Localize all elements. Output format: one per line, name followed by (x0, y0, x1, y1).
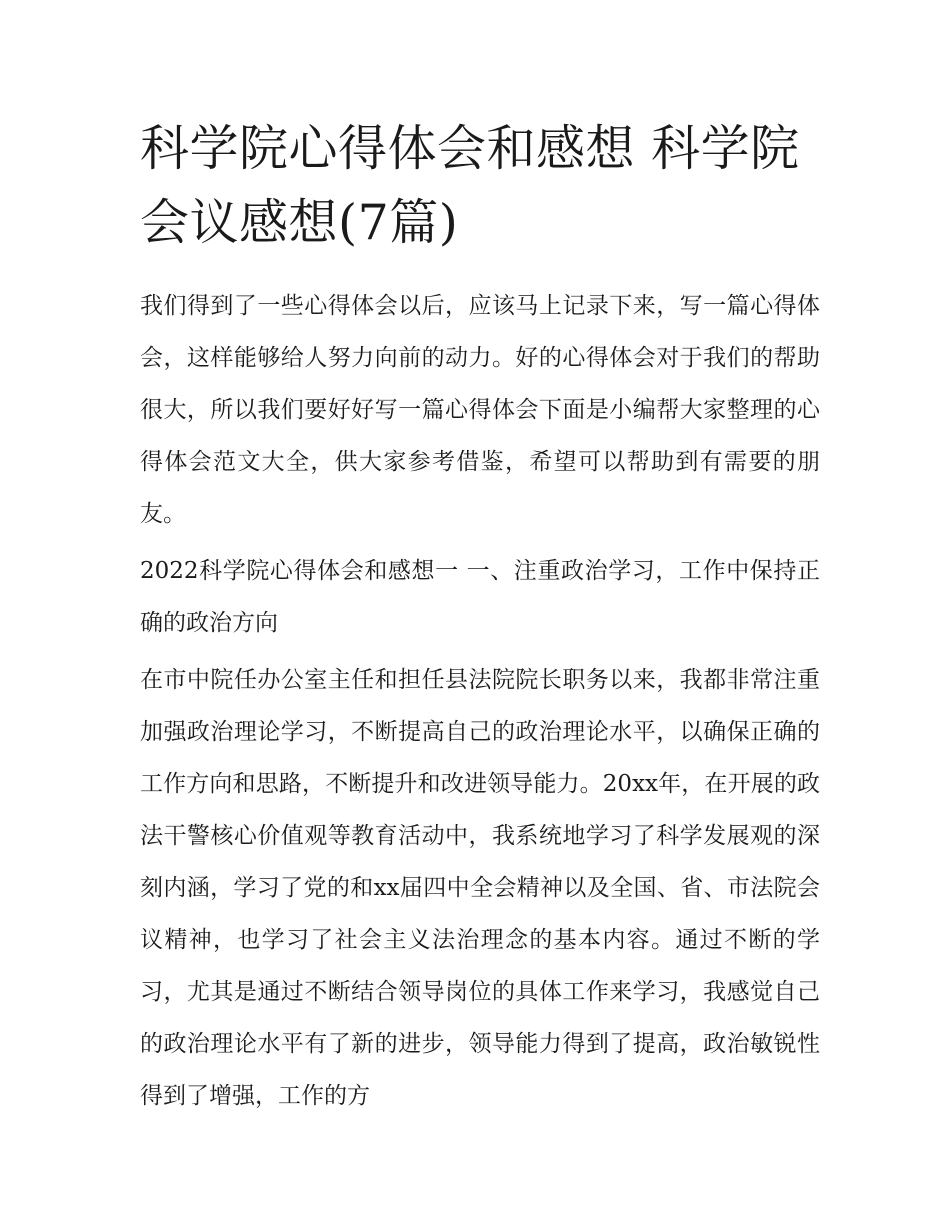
document-body (140, 280, 820, 1127)
section-heading-paragraph: 2022科学院心得体会和感想一 一、注重政治学习，工作中保持正确的政治方向 (140, 558, 820, 636)
document-title: 科学院心得体会和感想 科学院会议感想(7篇) (140, 120, 800, 251)
body-paragraph: 在市中院任办公室主任和担任县法院院长职务以来，我都非常注重加强政治理论学习，不断提高自己的政治理论水平，以确保正确的工作方向和思路，不断提升和改进领导能力。20xx年，在开展的政法干警核心价值观等教育活动中，我系统地学习了科学发展观的深刻内涵，学习了党的和xx届四中全会精神以及全国、省、市法院会议精神，也学习了社会主义法治理念的基本内容。通过不断的学习，尤其是通过不断结合领导岗位的具体工作来学习，我感觉自己的政治理论水平有了新的进步，领导能力得到了提高，政治敏锐性得到了增强，工作的方 (140, 667, 820, 1109)
intro-paragraph: 我们得到了一些心得体会以后，应该马上记录下来，写一篇心得体会，这样能够给人努力向前的动力。好的心得体会对于我们的帮助很大，所以我们要好好写一篇心得体会下面是小编帮大家整理的心得体会范文大全，供大家参考借鉴，希望可以帮助到有需要的朋友。 (140, 293, 820, 527)
